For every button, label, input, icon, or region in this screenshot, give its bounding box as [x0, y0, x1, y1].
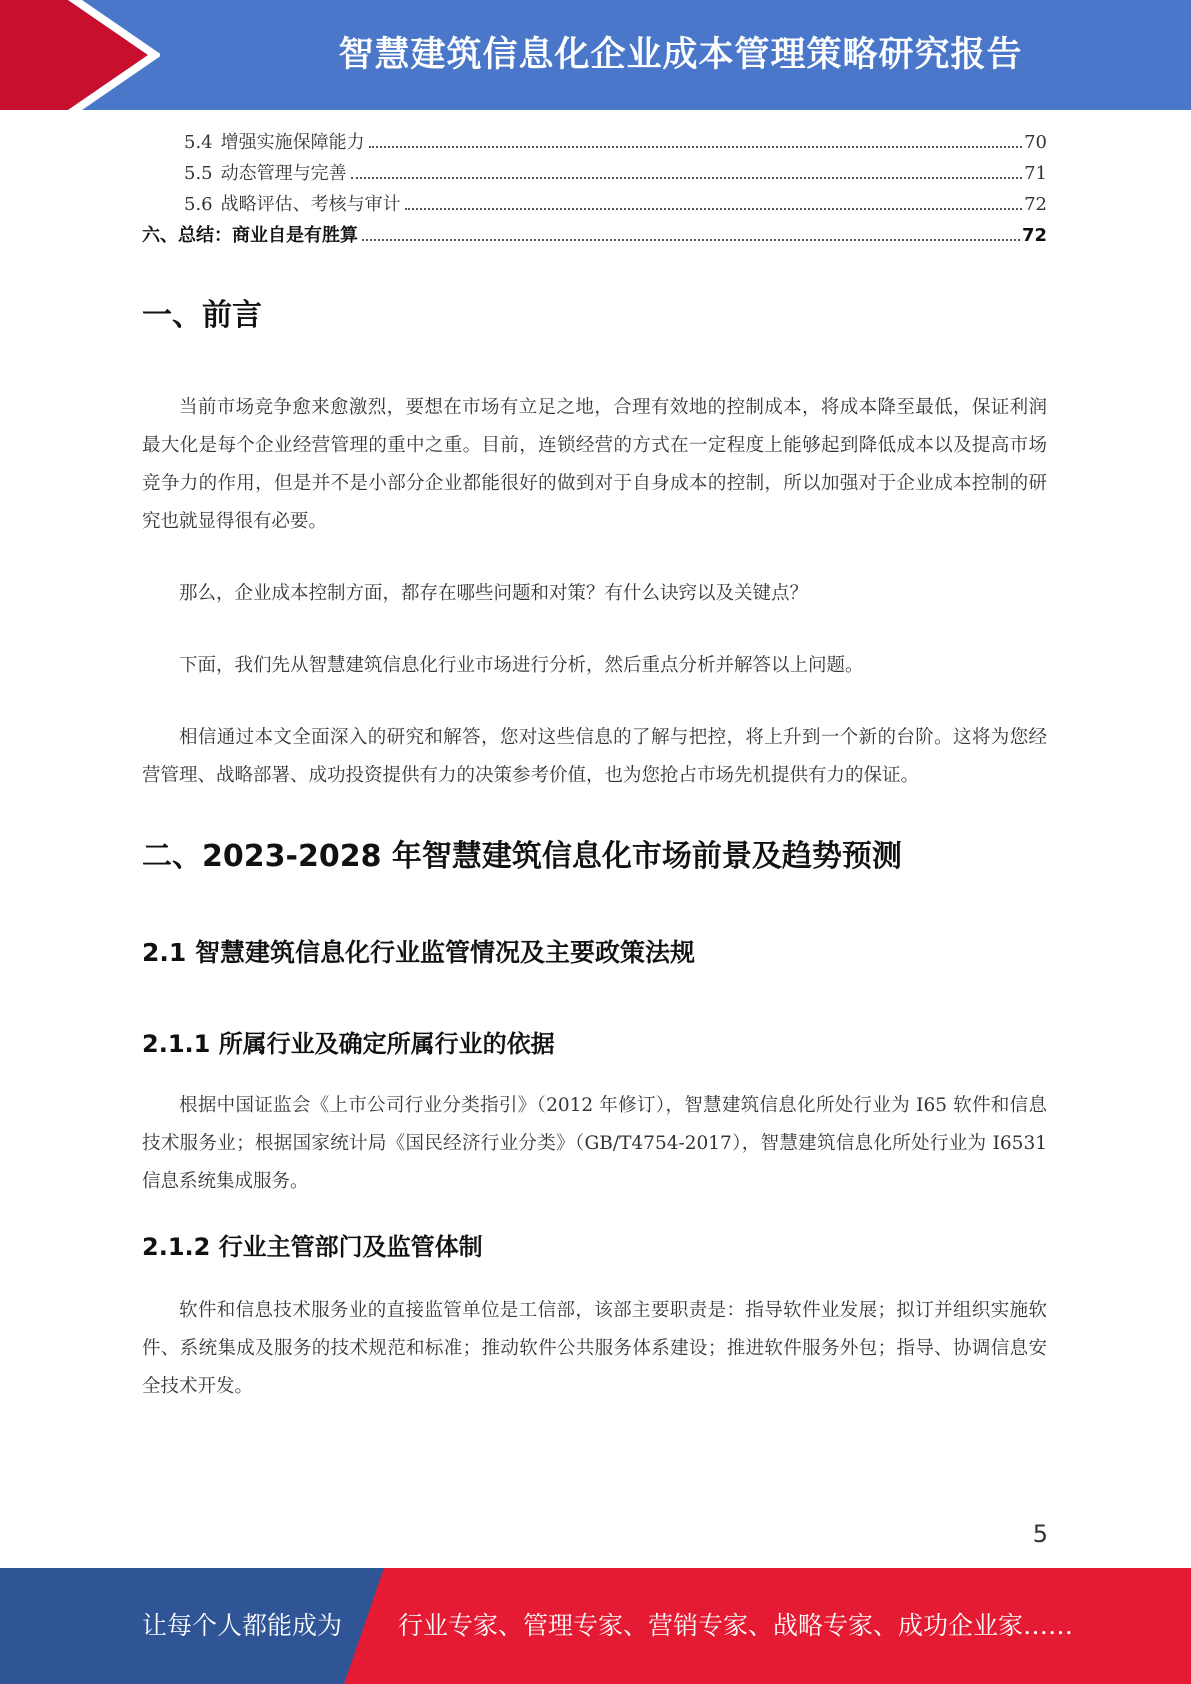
subsection-heading-2-1-2: 2.1.2 行业主管部门及监管体制 — [142, 1233, 483, 1261]
section-heading-preface: 一、前言 — [142, 298, 262, 333]
page-number: 5 — [1032, 1520, 1048, 1548]
paragraph: 相信通过本文全面深入的研究和解答，您对这些信息的了解与把控，将上升到一个新的台阶。这将为您经营管理、战略部署、成功投资提供有力的决策参考价值，也为您抢占市场先机提供有力的保证。 — [142, 727, 1047, 786]
subsection-heading-2-1-1: 2.1.1 所属行业及确定所属行业的依据 — [142, 1030, 555, 1058]
paragraph: 下面，我们先从智慧建筑信息化行业市场进行分析，然后重点分析并解答以上问题。 — [179, 655, 864, 676]
paragraph: 那么，企业成本控制方面，都存在哪些问题和对策？有什么诀窍以及关键点？ — [179, 583, 809, 604]
toc-entry-label: 增强实施保障能力 — [220, 132, 365, 153]
document-body — [142, 290, 1047, 1406]
toc-entry-page: 71 — [1024, 163, 1047, 184]
paragraph: 软件和信息技术服务业的直接监管单位是工信部，该部主要职责是：指导软件业发展；拟订并组织实施软件、系统集成及服务的技术规范和标准；推动软件公共服务体系建设；推进软件服务外包；指导、协调信息安全技术开发。 — [142, 1300, 1047, 1397]
toc-entry-label: 六、总结：商业自是有胜算 — [142, 225, 358, 246]
report-title: 智慧建筑信息化企业成本管理策略研究报告 — [338, 35, 1023, 75]
table-of-contents — [142, 128, 1047, 252]
toc-entry[interactable] — [142, 190, 1047, 221]
toc-entry-number: 5.6 — [184, 194, 213, 215]
toc-entry[interactable] — [142, 128, 1047, 159]
footer-slogan-left: 让每个人都能成为 — [142, 1611, 343, 1640]
toc-entry-number: 5.4 — [184, 132, 213, 153]
page-header — [0, 0, 1191, 110]
header-chevron-decoration — [0, 0, 160, 110]
toc-leader-dots — [362, 238, 1020, 241]
toc-entry-number: 5.5 — [184, 163, 213, 184]
toc-entry-label: 动态管理与完善 — [220, 163, 347, 184]
toc-entry[interactable] — [142, 159, 1047, 190]
toc-leader-dots — [405, 207, 1022, 210]
section-heading-forecast: 二、2023-2028 年智慧建筑信息化市场前景及趋势预测 — [142, 839, 902, 874]
page-footer — [0, 1568, 1191, 1684]
toc-entry-page: 70 — [1024, 132, 1047, 153]
toc-entry-page: 72 — [1024, 194, 1047, 215]
toc-entry-chapter[interactable] — [142, 221, 1047, 252]
footer-slogan-right: 行业专家、管理专家、营销专家、战略专家、成功企业家…… — [398, 1611, 1074, 1640]
toc-leader-dots — [351, 176, 1022, 179]
subsection-heading-2-1: 2.1 智慧建筑信息化行业监管情况及主要政策法规 — [142, 938, 695, 967]
toc-entry-label: 战略评估、考核与审计 — [220, 194, 401, 215]
paragraph: 根据中国证监会《上市公司行业分类指引》（2012 年修订），智慧建筑信息化所处行业为 I65 软件和信息技术服务业；根据国家统计局《国民经济行业分类》（GB/T4754-2017），智慧建筑信息化所处行业为 I6531 信息系统集成服务。 — [142, 1095, 1047, 1192]
paragraph: 当前市场竞争愈来愈激烈，要想在市场有立足之地，合理有效地的控制成本，将成本降至最低，保证利润最大化是每个企业经营管理的重中之重。目前，连锁经营的方式在一定程度上能够起到降低成本以及提高市场竞争力的作用，但是并不是小部分企业都能很好的做到对于自身成本的控制，所以加强对于企业成本控制的研究也就显得很有必要。 — [142, 397, 1047, 532]
toc-entry-page: 72 — [1021, 225, 1047, 246]
toc-leader-dots — [369, 145, 1022, 148]
